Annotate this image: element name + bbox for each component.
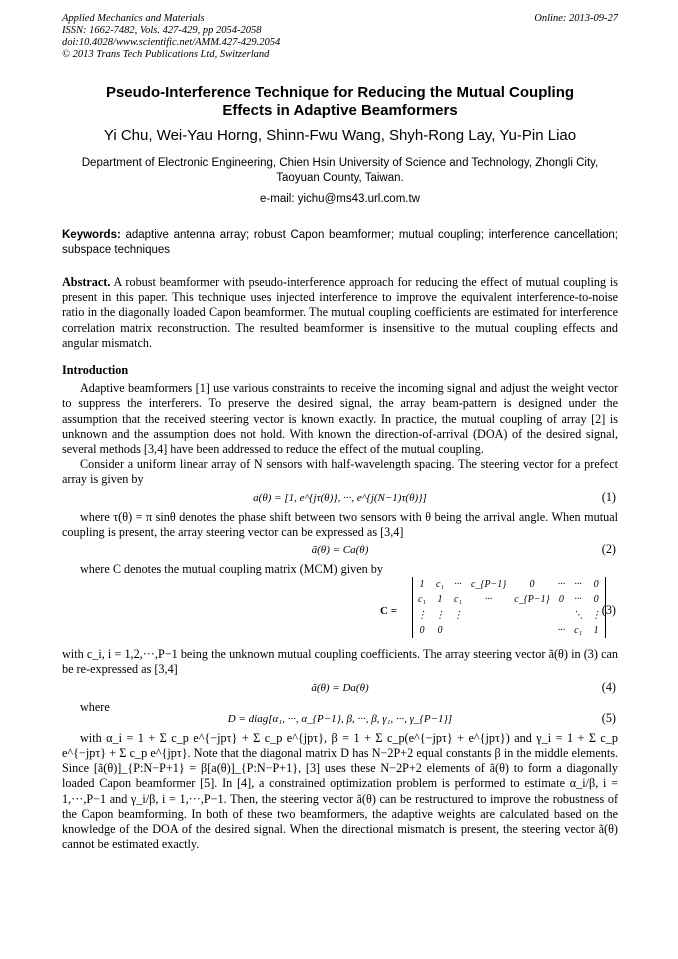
journal-name: Applied Mechanics and Materials [62, 13, 205, 24]
paragraph-3: where τ(θ) = π sinθ denotes the phase shift between two sensors with θ being the arrival angle. When mutual coupling is present, the array steering vector can be expressed as [3,4] [62, 509, 618, 539]
paragraph-1: Adaptive beamformers [1] use various constraints to receive the incoming signal and adjust the weight vector to suppress the interferers. To preserve the desired signal, the array beam-pattern is designed under the assumption that the received steering vector is known exactly. In practice, the mutual coupling of array [2] is unknown and the assumption does not hold. With known the direction-of-arrival (DOA) of the desired signal, several methods [3,4] have been addressed to reduce the effect of the mutual coupling. [62, 381, 618, 457]
keywords [62, 228, 618, 258]
equation-2-body: ã(θ) = Ca(θ) [311, 544, 369, 557]
matrix-cell: 0 [593, 579, 599, 591]
equation-1-body: a(θ) = [1, e^{jτ(θ)}, ···, e^{j(N−1)τ(θ)}] [253, 491, 427, 504]
matrix-cell: 1 [419, 579, 425, 591]
equation-3 [62, 577, 618, 647]
matrix-cell: ⋮ [453, 609, 463, 621]
paragraph-7: with α_i = 1 + Σ c_p e^{−jpτ} + Σ c_p e^{jpτ}, β = 1 + Σ c_p(e^{−jpτ} + e^{jpτ}) and γ_i = 1 + Σ c_p e^{−jpτ} + Σ c_p e^{jpτ}. Note that the diagonal matrix D has N−2P+2 equal constants β in the middle elements. Since [ã(θ)]_{P:N−P+1} = β[a(θ)]_{P:N−P+1}, [3] uses these N−2P+2 elements of ã(θ) to form a diagonally loaded Capon beamformer [5]. In [4], a constrained optimization problem is performed to estimate α_i/β, i = 1,···,P−1 and γ_i/β, i = 1,···,P−1. Then, the steering vector ã(θ) can be restructured to improve the robustness of the Capon beamforming. In both of these two beamformers, the adaptive weights are calculated based on the knowledge of the DOA of the desired signal. When the directional mismatch is present, the steering vector ã(θ) cannot be estimated exactly. [62, 730, 618, 852]
equation-4-number: (4) [601, 679, 616, 694]
matrix-cell [510, 623, 553, 638]
matrix-cell: c₁ [436, 579, 444, 591]
abstract [62, 275, 618, 351]
matrix-cell: 1 [437, 594, 443, 606]
matrix-cell: ··· [454, 579, 462, 591]
matrix-cell: 0 [437, 624, 443, 636]
abstract-label: Abstract. [62, 275, 111, 289]
matrix-label: C = [380, 605, 397, 618]
matrix-cell: c₁ [454, 594, 462, 606]
online-date: Online: 2013-09-27 [534, 13, 618, 24]
equation-2 [62, 540, 618, 562]
title-line-1: Pseudo-Interference Technique for Reducing the Mutual Coupling [105, 84, 575, 101]
matrix-cell [467, 623, 510, 638]
equation-4-body: ã(θ) = Da(θ) [311, 681, 369, 694]
doi-line: doi:10.4028/www.scientific.net/AMM.427-429.2054 [62, 37, 281, 48]
matrix-cell: ··· [484, 594, 493, 606]
equation-5-number: (5) [601, 710, 616, 725]
affiliation: Department of Electronic Engineering, Chien Hsin University of Science and Technology, Zhongli City, Taoyuan County, Taiwan. [81, 157, 599, 184]
abstract-text: A robust beamformer with pseudo-interference approach for reducing the effect of mutual coupling is present in this paper. This technique uses injected interference to improve the equivalent interference-to-noise ratio in the diagonally loaded Capon beamformer. The mutual coupling coefficients are estimated for interference correlation matrix reconstruction. The resulted beamformer is insensitive to the mutual coupling effects and angular mismatch. [62, 275, 618, 350]
keywords-label: Keywords: [62, 229, 121, 241]
matrix-cell [510, 608, 553, 623]
matrix-cell: 1 [593, 624, 599, 636]
equation-3-number: (3) [601, 603, 616, 618]
coupling-matrix [380, 577, 610, 647]
matrix-row [413, 608, 606, 623]
keywords-text: adaptive antenna array; robust Capon beamformer; mutual coupling; interference cancellation; subspace techniques [62, 229, 618, 256]
matrix-cell: 0 [593, 594, 599, 606]
equation-5 [62, 709, 618, 731]
paragraph-5: with c_i, i = 1,2,···,P−1 being the unknown mutual coupling coefficients. The array steering vector ã(θ) in (3) can be re-expressed as [3,4] [62, 647, 618, 677]
matrix-cell: ··· [557, 579, 566, 591]
matrix-cell: 0 [529, 579, 535, 591]
matrix-cell: ··· [574, 579, 582, 591]
matrix-cell: ⋱ [573, 609, 584, 621]
journal-header [62, 13, 280, 61]
matrix-cell: 0 [558, 594, 564, 606]
paper-title [62, 84, 618, 120]
matrix-cell [554, 608, 570, 623]
introduction-section [62, 363, 618, 852]
matrix-cell: ··· [557, 624, 566, 636]
matrix-row [413, 592, 606, 607]
paragraph-6: where [80, 699, 110, 714]
section-heading: Introduction [62, 363, 129, 377]
email: e-mail: yichu@ms43.url.com.tw [260, 193, 420, 205]
paragraph-4: where C denotes the mutual coupling matrix (MCM) given by [80, 562, 383, 577]
equation-1-number: (1) [601, 489, 616, 504]
issn-line: ISSN: 1662-7482, Vols. 427-429, pp 2054-2058 [62, 25, 262, 36]
matrix-row [413, 577, 606, 592]
matrix-cell: ··· [574, 594, 582, 606]
equation-1 [62, 488, 618, 510]
matrix-cell [449, 623, 467, 638]
copyright-line: © 2013 Trans Tech Publications Ltd, Switzerland [62, 49, 270, 60]
equation-4 [62, 678, 618, 700]
matrix-cell: c₁ [574, 624, 583, 636]
matrix-cell: c₁ [418, 594, 426, 606]
equation-5-body: D = diag[α₁, ···, α_{P−1}, β, ···, β, γ₁, ···, γ_{P−1}] [227, 712, 453, 725]
matrix-cell: c_{P−1} [514, 594, 550, 606]
matrix-cell: ⋮ [417, 609, 427, 621]
matrix-table [412, 577, 606, 638]
matrix-cell: ⋮ [435, 609, 445, 621]
matrix-cell [467, 608, 510, 623]
matrix-cell: c_{P−1} [471, 579, 507, 591]
matrix-row [413, 623, 606, 638]
matrix-cell: ⋮ [591, 609, 602, 621]
paragraph-2: Consider a uniform linear array of N sensors with half-wavelength spacing. The steering vector for a prefect array is given by [62, 457, 618, 487]
matrix-cell: 0 [419, 624, 425, 636]
title-line-2: Effects in Adaptive Beamformers [222, 102, 458, 119]
authors: Yi Chu, Wei-Yau Horng, Shinn-Fwu Wang, Shyh-Rong Lay, Yu-Pin Liao [103, 127, 577, 144]
equation-2-number: (2) [601, 542, 616, 557]
